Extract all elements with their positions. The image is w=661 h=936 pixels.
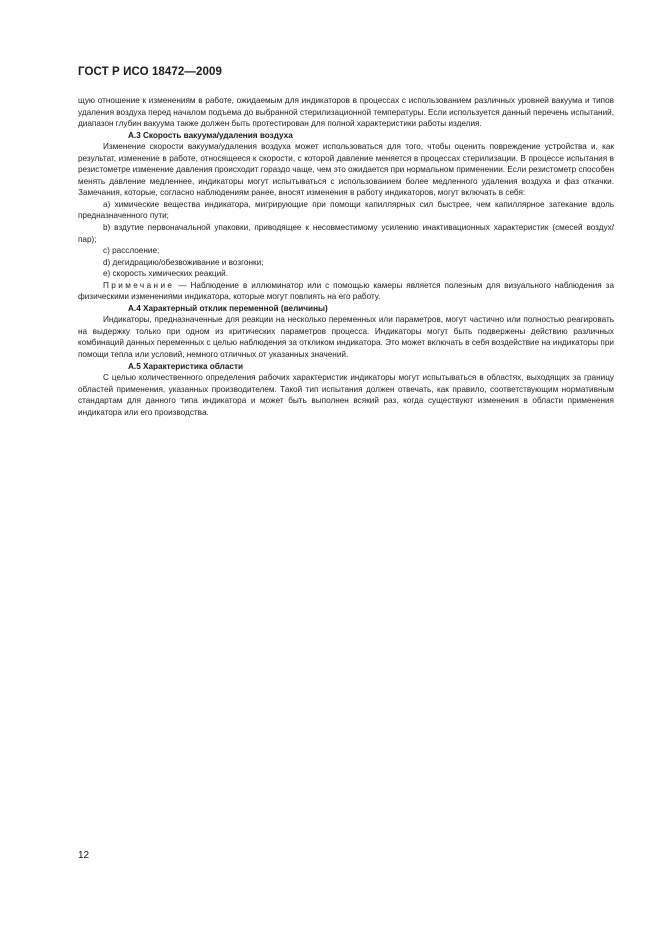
list-item-d: d) дегидрацию/обезвоживание и возгонки;: [103, 257, 264, 267]
section-a4-paragraph: Индикаторы, предназначенные для реакции на несколько переменных или параметров, могут частично или полностью реагировать на выдержку только при одном из критических параметров процесса. Индикаторы могут быть подвержены действию различных комбинаций данных переменных с целью наблюдения за откликом индикатора. Это может включать в себя воздействие на индикаторы при помощи тепла или условий, немного отличных от указанных значений.: [78, 315, 614, 360]
section-heading-a5: А.5 Характеристика области: [128, 361, 244, 371]
document-body: [78, 95, 614, 418]
list-item-e: e) скорость химических реакций.: [103, 269, 229, 279]
section-a5-paragraph: С целью количественного определения рабочих характеристик индикаторы могут испытываться в областях, выходящих за границу областей применения, указанных производителем. Такой тип испытания должен отвечать, как правило, соответствующим нормативным стандартам для данного типа индикатора и может быть выполнен всякий раз, когда существуют изменения в области применения индикатора или его производства.: [78, 373, 614, 417]
section-heading-a3: А.3 Скорость вакуума/удаления воздуха: [128, 130, 293, 140]
note-label: Примечание: [103, 280, 175, 290]
section-heading-a4: А.4 Характерный отклик переменной (величины): [128, 303, 328, 313]
note: [78, 280, 614, 303]
page-number: 12: [78, 850, 90, 861]
list-item-b: b) вздутие первоначальной упаковки, приводящее к несовместимому усилению инактивационных характеристик (смесей воздух/пар);: [78, 223, 614, 244]
continuation-paragraph: щую отношение к изменениям в работе, ожидаемым для индикаторов в процессах с использованием различных уровней вакуума и типов удаления воздуха перед началом подъема до выбранной стерилизационной температуры. Если используется данный перечень испытаний, диапазон глубин вакуума также должен быть протестирован для полной характеристики работы изделия.: [78, 96, 614, 129]
document-header: ГОСТ Р ИСО 18472—2009: [78, 66, 223, 78]
list-item-a: a) химические вещества индикатора, мигрирующие при помощи капиллярных сил быстрее, чем капиллярное затекание вдоль предназначенного пути;: [78, 199, 614, 221]
list-item-c: c) расслоение;: [103, 246, 160, 256]
note-text: — Наблюдение в иллюминатор или с помощью камеры является полезным для визуального наблюдения за физическими изменениями индикатора, которые могут повлиять на его работу.: [78, 280, 614, 302]
section-a3-paragraph: Изменение скорости вакуума/удаления воздуха может использоваться для того, чтобы оценить повреждение устройства и, как результат, изменение в работе, относящееся к скорости, с которой давление меняется в процессах стерилизации. В процессе испытания в резистометре изменение давления происходит гораздо чаще, чем это ожидается при нормальном применении. Если резистометр способен менять давление медленнее, индикаторы могут испытываться с использованием более медленного удаления воздуха и фаз откачки. Замечания, которые, согласно наблюдениям ранее, вносят изменения в работу индикаторов, могут включать в себя:: [78, 142, 614, 198]
